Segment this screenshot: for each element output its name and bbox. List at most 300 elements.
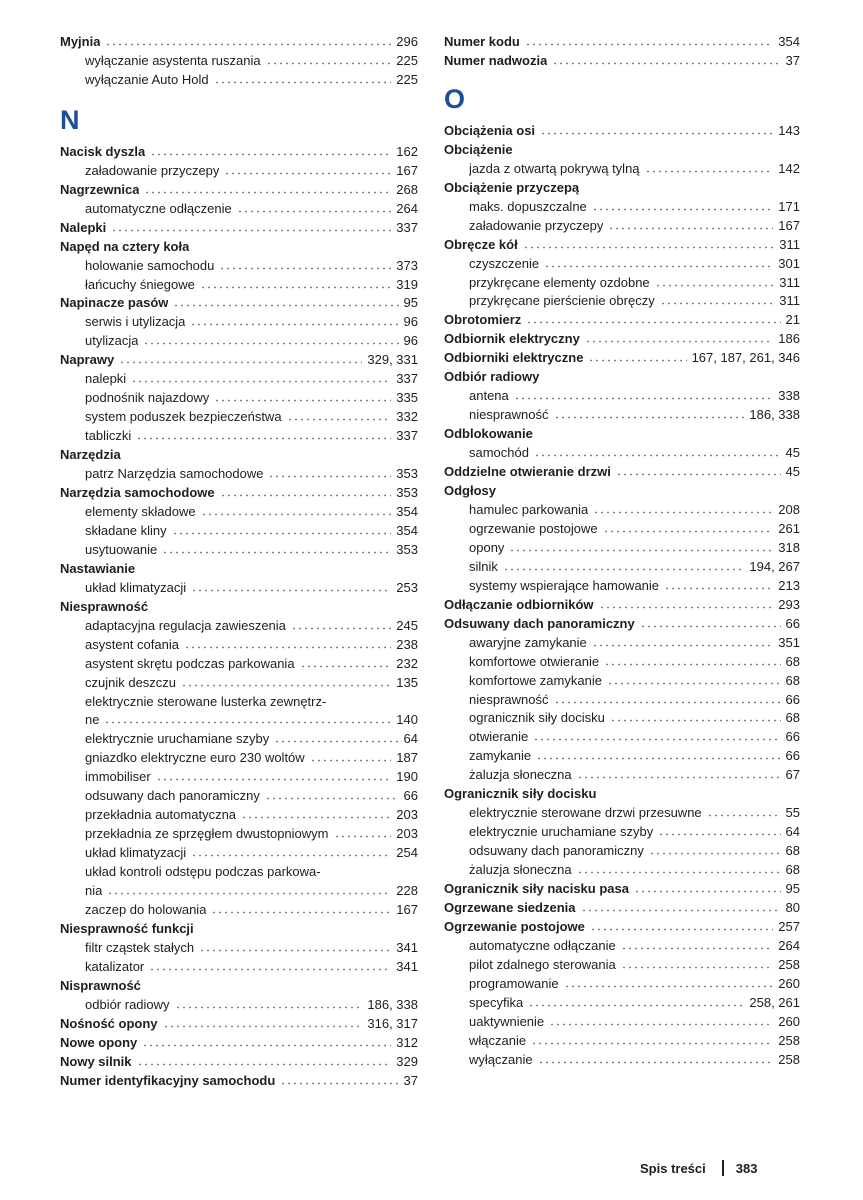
entry-term: załadowanie przyczepy <box>469 217 604 233</box>
entry-term: otwieranie <box>469 729 529 745</box>
index-subentry <box>444 672 800 691</box>
index-entry <box>444 482 800 501</box>
section-letter: N <box>60 104 80 135</box>
entry-page-number: 228 <box>396 883 418 899</box>
entry-term: patrz Narzędzia samochodowe <box>85 466 264 482</box>
entry-page-number: 337 <box>396 428 418 444</box>
entry-term: Niesprawność <box>60 598 149 614</box>
dot-leader <box>131 371 391 383</box>
entry-term: układ klimatyzacji <box>85 845 187 861</box>
index-entry <box>444 899 800 918</box>
index-entry <box>444 236 800 255</box>
entry-page-number: 186 <box>778 331 800 347</box>
index-subentry <box>60 825 418 844</box>
entry-term: włączanie <box>469 1032 527 1048</box>
entry-term: Ogranicznik siły nacisku pasa <box>444 881 629 897</box>
entry-term: specyfika <box>469 994 524 1010</box>
entry-page-number: 293 <box>778 596 800 612</box>
entry-term: Numer nadwozia <box>444 52 548 68</box>
dot-leader <box>526 312 780 324</box>
entry-term: Obręcze kół <box>444 236 518 252</box>
entry-term: załadowanie przyczepy <box>85 162 220 178</box>
index-subentry <box>444 653 800 672</box>
entry-term: odsuwany dach panoramiczny <box>469 843 644 859</box>
entry-term: Ogranicznik siły docisku <box>444 786 597 802</box>
index-subentry <box>60 276 418 295</box>
entry-term: ogrzewanie postojowe <box>469 520 598 536</box>
entry-term: przekładnia automatyczna <box>85 807 237 823</box>
entry-term: elektrycznie sterowane drzwi przesuwne <box>469 805 702 821</box>
dot-leader <box>107 883 391 895</box>
entry-page-number: 329 <box>396 1053 418 1069</box>
index-subentry <box>60 427 418 446</box>
entry-page-number: 353 <box>396 466 418 482</box>
entry-term: adaptacyjna regulacja zawieszenia <box>85 617 286 633</box>
index-subentry <box>60 768 418 787</box>
index-subentry <box>60 730 418 749</box>
entry-term: elementy składowe <box>85 503 196 519</box>
entry-term: samochód <box>469 445 529 461</box>
index-subentry <box>60 711 418 730</box>
index-subentry <box>60 257 418 276</box>
index-entry <box>444 52 800 71</box>
entry-page-number: 258 <box>778 956 800 972</box>
entry-term: immobiliser <box>85 769 151 785</box>
index-subentry <box>60 806 418 825</box>
entry-term: żaluzja słoneczna <box>469 862 572 878</box>
entry-page-number: 296 <box>396 34 418 49</box>
entry-page-number: 142 <box>778 160 800 176</box>
index-column-right <box>444 33 800 1070</box>
entry-page-number: 190 <box>396 769 418 785</box>
entry-term: Ogrzewanie postojowe <box>444 918 585 934</box>
entry-page-number: 264 <box>396 200 418 216</box>
entry-page-number: 68 <box>785 653 800 669</box>
index-entry <box>60 1072 418 1091</box>
entry-page-number: 264 <box>778 937 800 953</box>
dot-leader <box>150 144 391 156</box>
index-subentry <box>444 198 800 217</box>
index-entry <box>444 311 800 330</box>
entry-page-number: 337 <box>396 371 418 387</box>
entry-page-number: 167, 187, 261, 346 <box>691 350 800 366</box>
entry-term: Myjnia <box>60 34 101 49</box>
entry-page-number: 338 <box>778 388 800 404</box>
entry-term: niesprawność <box>469 691 549 707</box>
dot-leader <box>104 712 391 724</box>
dot-leader <box>181 675 391 687</box>
entry-page-number: 64 <box>785 824 800 840</box>
dot-leader <box>199 940 391 952</box>
entry-term: asystent skrętu podczas parkowania <box>85 655 295 671</box>
index-entry <box>60 484 418 503</box>
index-entry <box>444 596 800 615</box>
entry-term: Numer kodu <box>444 34 520 49</box>
index-entry <box>60 598 418 617</box>
index-subentry <box>444 709 800 728</box>
entry-term: serwis i utylizacja <box>85 314 186 330</box>
entry-page-number: 353 <box>396 485 418 501</box>
entry-term: czyszczenie <box>469 255 540 271</box>
index-subentry <box>60 465 418 484</box>
entry-page-number: 167 <box>396 901 418 917</box>
entry-term: składane kliny <box>85 522 167 538</box>
entry-term: Napinacze pasów <box>60 295 169 311</box>
entry-page-number: 311 <box>779 274 800 290</box>
entry-page-number: 37 <box>403 1072 418 1088</box>
entry-page-number: 351 <box>778 634 800 650</box>
index-subentry <box>444 956 800 975</box>
entry-term: Nowe opony <box>60 1034 138 1050</box>
entry-term: wyłączanie Auto Hold <box>85 71 209 87</box>
index-entry <box>60 920 418 939</box>
entry-term: Narzędzia samochodowe <box>60 485 215 501</box>
index-subentry <box>444 255 800 274</box>
dot-leader <box>266 53 392 65</box>
dot-leader <box>544 256 773 268</box>
dot-leader <box>105 34 391 46</box>
dot-leader <box>334 826 392 838</box>
entry-term: ne <box>85 712 100 728</box>
dot-leader <box>136 428 391 440</box>
entry-term: opony <box>469 539 505 555</box>
entry-page-number: 238 <box>396 636 418 652</box>
entry-term: czujnik deszczu <box>85 674 177 690</box>
entry-term: nia <box>85 883 103 899</box>
entry-page-number: 96 <box>403 314 418 330</box>
entry-term: Obciążenia osi <box>444 122 536 138</box>
index-subentry <box>444 747 800 766</box>
entry-page-number: 261 <box>778 520 800 536</box>
index-subentry <box>444 217 800 236</box>
entry-page-number: 318 <box>778 539 800 555</box>
index-column-left <box>60 33 418 1091</box>
entry-page-number: 203 <box>396 807 418 823</box>
entry-page-number: 335 <box>396 390 418 406</box>
dot-leader <box>538 1052 774 1064</box>
dot-leader <box>603 521 774 533</box>
entry-term: awaryjne zamykanie <box>469 634 587 650</box>
index-subentry <box>444 937 800 956</box>
index-entry <box>60 977 418 996</box>
dot-leader <box>149 959 391 971</box>
entry-term: Nacisk dyszla <box>60 143 146 159</box>
entry-term: wyłączanie <box>469 1051 533 1067</box>
dot-leader <box>523 237 775 249</box>
entry-term: Odłączanie odbiorników <box>444 596 594 612</box>
entry-term: łańcuchy śniegowe <box>85 276 195 292</box>
entry-page-number: 95 <box>403 295 418 311</box>
entry-page-number: 316, 317 <box>367 1015 418 1031</box>
index-subentry <box>444 861 800 880</box>
entry-page-number: 258, 261 <box>749 994 800 1010</box>
index-entry <box>60 1034 418 1053</box>
index-entry <box>444 463 800 482</box>
entry-term: elektrycznie sterowane lusterka zewnętrz- <box>85 693 327 709</box>
index-subentry <box>444 1013 800 1032</box>
entry-term: komfortowe otwieranie <box>469 653 600 669</box>
page-footer <box>640 1160 757 1176</box>
dot-leader <box>274 731 398 743</box>
dot-leader <box>552 53 780 65</box>
dot-leader <box>660 293 775 305</box>
index-subentry <box>60 522 418 541</box>
entry-term: holowanie samochodu <box>85 257 215 273</box>
entry-term: elektrycznie uruchamiane szyby <box>85 731 270 747</box>
index-subentry <box>444 160 800 179</box>
dot-leader <box>528 995 744 1007</box>
dot-leader <box>640 616 781 628</box>
entry-page-number: 354 <box>396 503 418 519</box>
entry-page-number: 68 <box>785 672 800 688</box>
dot-leader <box>214 390 391 402</box>
entry-term: Obciążenie <box>444 141 513 157</box>
index-subentry <box>444 823 800 842</box>
index-entry <box>444 425 800 444</box>
entry-page-number: 341 <box>396 939 418 955</box>
entry-term: usytuowanie <box>85 541 158 557</box>
index-subentry <box>444 975 800 994</box>
index-subentry <box>60 749 418 768</box>
entry-term: odbiór radiowy <box>85 996 170 1012</box>
dot-leader <box>577 767 781 779</box>
entry-term: automatyczne odłączenie <box>85 200 232 216</box>
entry-term: ogranicznik siły docisku <box>469 710 605 726</box>
entry-page-number: 80 <box>785 899 800 915</box>
entry-term: Odblokowanie <box>444 426 533 442</box>
index-subentry <box>60 617 418 636</box>
dot-leader <box>300 656 392 668</box>
section-letter: O <box>444 83 466 114</box>
entry-term: Napęd na cztery koła <box>60 238 190 254</box>
index-subentry <box>444 577 800 596</box>
dot-leader <box>143 333 398 345</box>
index-entry <box>444 368 800 387</box>
dot-leader <box>554 407 745 419</box>
entry-term: Odsuwany dach panoramiczny <box>444 615 635 631</box>
index-subentry <box>60 503 418 522</box>
entry-page-number: 203 <box>396 826 418 842</box>
entry-page-number: 64 <box>403 731 418 747</box>
entry-page-number: 194, 267 <box>749 558 800 574</box>
dot-leader <box>310 750 392 762</box>
entry-page-number: 187 <box>396 750 418 766</box>
entry-page-number: 337 <box>396 219 418 235</box>
index-subentry <box>444 406 800 425</box>
dot-leader <box>616 464 781 476</box>
dot-leader <box>200 277 391 289</box>
entry-term: wyłączanie asystenta ruszania <box>85 52 261 68</box>
index-subentry <box>60 655 418 674</box>
dot-leader <box>211 902 391 914</box>
index-entry <box>60 1015 418 1034</box>
entry-page-number: 21 <box>785 312 800 328</box>
dot-leader <box>144 182 391 194</box>
index-entry <box>444 122 800 141</box>
dot-leader <box>645 161 774 173</box>
entry-page-number: 245 <box>396 617 418 633</box>
index-subentry <box>60 844 418 863</box>
entry-term: przykręcane elementy ozdobne <box>469 274 650 290</box>
entry-page-number: 186, 338 <box>367 996 418 1012</box>
entry-term: Nowy silnik <box>60 1053 132 1069</box>
page-number: 383 <box>735 1160 758 1176</box>
dot-leader <box>634 881 781 893</box>
index-subentry <box>60 882 418 901</box>
entry-term: jazda z otwartą pokrywą tylną <box>469 160 640 176</box>
entry-term: Narzędzia <box>60 447 121 463</box>
entry-term: Nośność opony <box>60 1015 158 1031</box>
dot-leader <box>191 845 391 857</box>
entry-term: układ kontroli odstępu podczas parkowa- <box>85 864 321 880</box>
entry-page-number: 341 <box>396 958 418 974</box>
index-subentry <box>444 691 800 710</box>
dot-leader <box>590 919 773 931</box>
index-subentry <box>60 370 418 389</box>
entry-page-number: 312 <box>396 1034 418 1050</box>
index-entry <box>60 560 418 579</box>
footer-divider <box>722 1160 724 1176</box>
entry-page-number: 260 <box>778 1013 800 1029</box>
entry-term: katalizator <box>85 958 145 974</box>
entry-term: podnośnik najazdowy <box>85 390 210 406</box>
index-subentry <box>60 693 418 712</box>
entry-term: żaluzja słoneczna <box>469 767 572 783</box>
entry-page-number: 253 <box>396 579 418 595</box>
entry-term: systemy wspierające hamowanie <box>469 577 660 593</box>
dot-leader <box>280 1073 398 1085</box>
entry-term: układ klimatyzacji <box>85 579 187 595</box>
dot-leader <box>608 218 773 230</box>
dot-leader <box>533 729 780 741</box>
index-subentry <box>444 501 800 520</box>
dot-leader <box>175 997 363 1009</box>
entry-term: Niesprawność funkcji <box>60 920 194 936</box>
dot-leader <box>162 542 391 554</box>
dot-leader <box>190 314 398 326</box>
index-entry <box>444 349 800 368</box>
entry-page-number: 311 <box>779 293 800 309</box>
index-subentry <box>60 674 418 693</box>
index-subentry <box>60 863 418 882</box>
dot-leader <box>224 163 391 175</box>
entry-term: niesprawność <box>469 407 549 423</box>
dot-leader <box>536 748 780 760</box>
entry-page-number: 257 <box>778 918 800 934</box>
entry-page-number: 68 <box>785 862 800 878</box>
dot-leader <box>525 34 773 46</box>
dot-leader <box>503 559 744 571</box>
entry-page-number: 213 <box>778 577 800 593</box>
entry-term: programowanie <box>469 975 559 991</box>
index-subentry <box>444 804 800 823</box>
entry-term: nalepki <box>85 371 127 387</box>
dot-leader <box>621 938 774 950</box>
dot-leader <box>531 1033 773 1045</box>
entry-page-number: 55 <box>785 805 800 821</box>
entry-term: silnik <box>469 558 498 574</box>
entry-term: Nastawianie <box>60 560 136 576</box>
index-subentry <box>60 541 418 560</box>
entry-page-number: 45 <box>785 464 800 480</box>
dot-leader <box>173 295 398 307</box>
index-entry <box>444 179 800 198</box>
entry-page-number: 66 <box>785 615 800 631</box>
index-subentry <box>60 332 418 351</box>
entry-page-number: 66 <box>403 788 418 804</box>
index-subentry <box>444 520 800 539</box>
dot-leader <box>564 976 774 988</box>
entry-term: Odbiorniki elektryczne <box>444 350 584 366</box>
index-subentry <box>60 71 418 90</box>
dot-leader <box>137 1054 392 1066</box>
index-subentry <box>60 939 418 958</box>
index-subentry <box>60 787 418 806</box>
entry-page-number: 66 <box>785 729 800 745</box>
dot-leader <box>588 350 686 362</box>
entry-page-number: 268 <box>396 181 418 197</box>
entry-page-number: 254 <box>396 845 418 861</box>
dot-leader <box>220 485 392 497</box>
dot-leader <box>599 597 774 609</box>
dot-leader <box>241 807 391 819</box>
entry-page-number: 95 <box>785 881 800 897</box>
index-entry <box>60 1053 418 1072</box>
dot-leader <box>581 900 781 912</box>
entry-page-number: 354 <box>778 34 800 49</box>
index-subentry <box>444 1032 800 1051</box>
dot-leader <box>184 637 391 649</box>
dot-leader <box>142 1035 391 1047</box>
entry-page-number: 162 <box>396 143 418 159</box>
entry-page-number: 319 <box>396 276 418 292</box>
dot-leader <box>287 409 392 421</box>
dot-leader <box>156 769 392 781</box>
dot-leader <box>610 710 781 722</box>
entry-page-number: 258 <box>778 1032 800 1048</box>
entry-page-number: 260 <box>778 975 800 991</box>
entry-term: Odbiornik elektryczny <box>444 331 580 347</box>
entry-term: automatyczne odłączanie <box>469 937 616 953</box>
index-subentry <box>60 313 418 332</box>
entry-term: zamykanie <box>469 748 532 764</box>
entry-term: system poduszek bezpieczeństwa <box>85 409 282 425</box>
entry-term: Naprawy <box>60 352 115 368</box>
entry-term: Obrotomierz <box>444 312 522 328</box>
dot-leader <box>577 862 781 874</box>
entry-term: Odgłosy <box>444 483 497 499</box>
index-entry <box>60 238 418 257</box>
index-subentry <box>444 292 800 311</box>
entry-page-number: 171 <box>778 198 800 214</box>
entry-term: przekładnia ze sprzęgłem dwustopniowym <box>85 826 329 842</box>
entry-page-number: 232 <box>396 655 418 671</box>
dot-leader <box>592 635 774 647</box>
entry-page-number: 67 <box>785 767 800 783</box>
dot-leader <box>707 805 781 817</box>
dot-leader <box>534 445 781 457</box>
entry-term: gniazdko elektryczne euro 230 woltów <box>85 750 305 766</box>
entry-page-number: 301 <box>778 255 800 271</box>
dot-leader <box>172 523 392 535</box>
entry-term: Odbiór radiowy <box>444 369 540 385</box>
dot-leader <box>585 331 773 343</box>
entry-page-number: 143 <box>778 122 800 138</box>
entry-term: asystent cofania <box>85 636 179 652</box>
entry-page-number: 68 <box>785 843 800 859</box>
entry-term: elektrycznie uruchamiane szyby <box>469 824 654 840</box>
index-subentry <box>444 444 800 463</box>
